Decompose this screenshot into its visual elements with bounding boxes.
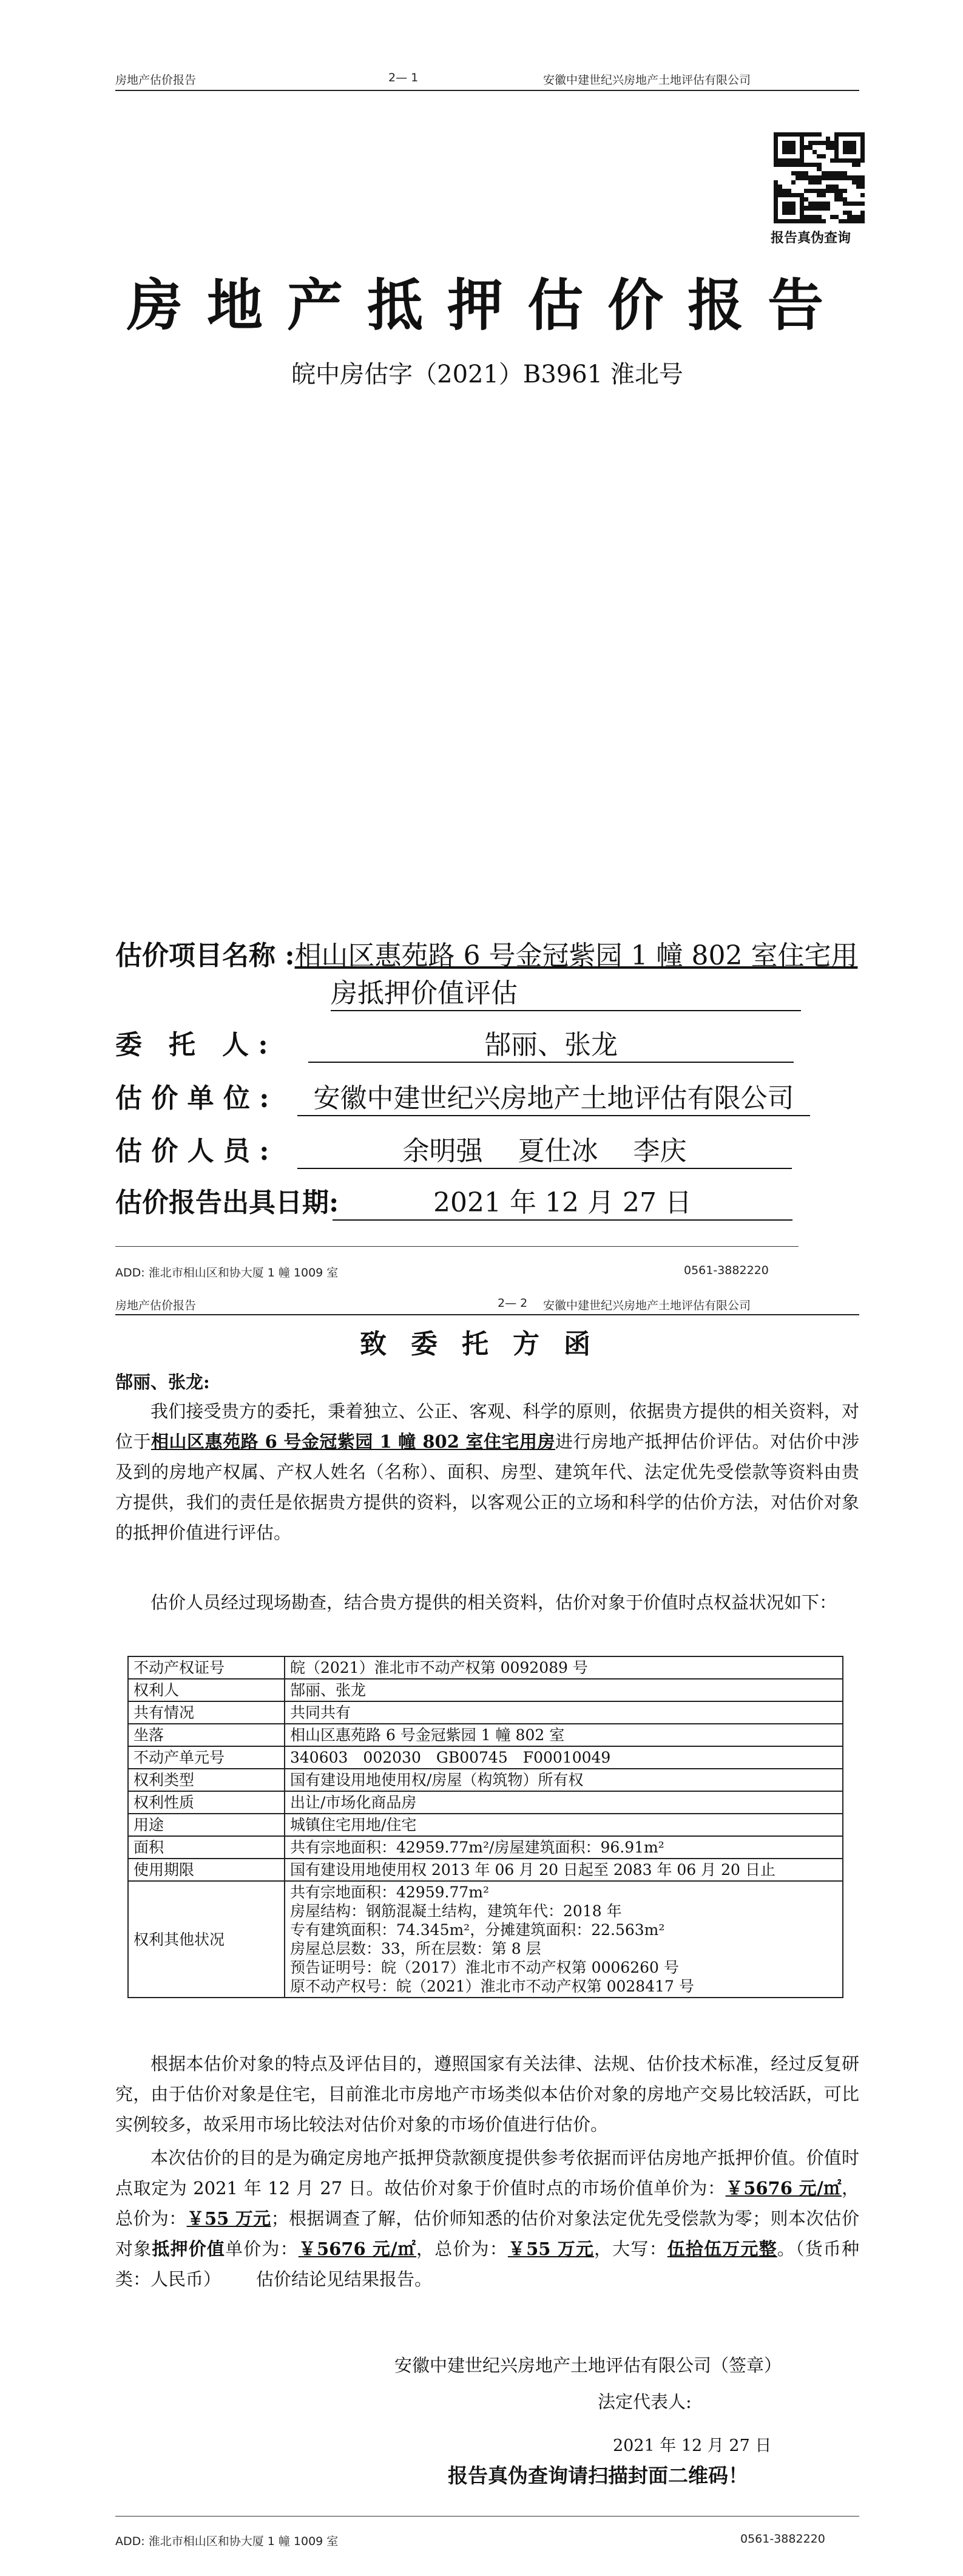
- report-date-value: 2021 年 12 月 27 日: [333, 1181, 792, 1221]
- project-name-value-1: 相山区惠苑路 6 号金冠紫园 1 幢 802 室住宅用: [294, 940, 858, 971]
- p1-text-c: 进行房地产抵押估价评估。对估价中涉及到的房地产权属、产权人姓名（名称）、面积、房型、建筑年代、法定优先受偿款等资料由贵方提供，我们的责任是依据贵方提供的资料，以客观公正的立场和科学的估价方法，对估价对象的抵押价值进行评估。: [115, 1431, 859, 1543]
- table-value-line: 皖（2021）淮北市不动产权第 0092089 号: [290, 1659, 588, 1676]
- appraiser-org-field: [115, 1076, 810, 1116]
- table-row-value: [285, 1769, 843, 1791]
- report-date-label: 估价报告出具日期:: [115, 1187, 339, 1218]
- header-page-number: 2— 1: [388, 71, 419, 84]
- table-row-value: [285, 1836, 843, 1859]
- p1-text-a: 我们接受贵方的委托，秉着独立、公正、客观、科学的原则，依据贵方提供的相关资料，对位于: [115, 1401, 859, 1452]
- table-row-key: 用途: [128, 1814, 285, 1836]
- letter-paragraph-4: [115, 2143, 859, 2294]
- table-value-line: 房屋总层数：33，所在层数：第 8 层: [290, 1940, 541, 1957]
- table-value-line: 共有宗地面积：42959.77m²: [290, 1883, 490, 1901]
- table-row-value: [285, 1701, 843, 1724]
- p4-mortgage-unit-price: ￥5676 元/㎡: [298, 2239, 417, 2259]
- project-name-line2: [331, 971, 801, 1011]
- header-company-p2: 安徽中建世纪兴房地产土地评估有限公司: [543, 1299, 751, 1312]
- p4-text-f: ，大写：: [594, 2239, 667, 2259]
- sign-company: 安徽中建世纪兴房地产土地评估有限公司（签章）: [394, 2355, 782, 2376]
- letter-salutation: 郜丽、张龙:: [115, 1372, 210, 1392]
- table-value-line: 国有建设用地使用权 2013 年 06 月 20 日起至 2083 年 06 月 20 日止: [290, 1861, 775, 1879]
- table-row-key: 坐落: [128, 1724, 285, 1746]
- table-row-value: [285, 1881, 843, 1998]
- sign-legal-rep: 法定代表人:: [598, 2391, 692, 2412]
- table-row: [128, 1881, 843, 1998]
- table-value-line: 郜丽、张龙: [290, 1681, 367, 1699]
- qr-caption: 报告真伪查询: [771, 230, 851, 246]
- header-company: 安徽中建世纪兴房地产土地评估有限公司: [543, 73, 751, 87]
- p4-text-h: 估价结论见结果报告。: [256, 2269, 433, 2290]
- p4-text-c: ；根据调查了解，估价师知悉的估价对象法定优先受偿款为零；则本次估价对象: [115, 2208, 859, 2259]
- table-value-line: 国有建设用地使用权/房屋（构筑物）所有权: [290, 1771, 584, 1789]
- table-row-value: [285, 1656, 843, 1679]
- appraiser-org-value: 安徽中建世纪兴房地产土地评估有限公司: [297, 1076, 810, 1116]
- table-row-value: [285, 1724, 843, 1746]
- qr-code-icon[interactable]: [774, 132, 865, 223]
- letter-title: 致委托方函: [360, 1329, 615, 1360]
- footer-address: ADD: 淮北市相山区和协大厦 1 幢 1009 室: [115, 1266, 339, 1280]
- table-row: [128, 1656, 843, 1679]
- letter-paragraph-3: [115, 2049, 859, 2140]
- table-row-value: [285, 1791, 843, 1814]
- table-row: [128, 1814, 843, 1836]
- p1-property-address: 相山区惠苑路 6 号金冠紫园 1 幢 802 室住宅用房: [151, 1431, 555, 1452]
- p4-mortgage-total: ￥55 万元: [507, 2239, 595, 2259]
- project-name-label: 估价项目名称 :: [115, 940, 295, 971]
- project-name-value-2: 房抵押价值评估: [331, 971, 801, 1011]
- table-row-value: [285, 1814, 843, 1836]
- table-row-key: 权利性质: [128, 1791, 285, 1814]
- client-field: [115, 1023, 794, 1063]
- p4-mortgage-label: 抵押价值: [152, 2239, 226, 2259]
- table-row: [128, 1724, 843, 1746]
- table-row-key: 面积: [128, 1836, 285, 1859]
- table-row-key: 权利其他状况: [128, 1881, 285, 1998]
- report-date-field: [115, 1181, 792, 1221]
- table-row-key: 使用期限: [128, 1859, 285, 1881]
- client-value: 郜丽、张龙: [308, 1023, 794, 1063]
- p4-text-a: 本次估价的目的是为确定房地产抵押贷款额度提供参考依据而评估房地产抵押价值。价值时点取定为 2021 年 12 月 27 日。故估价对象于价值时点的市场价值单价为：: [115, 2147, 859, 2198]
- footer-phone: 0561-3882220: [684, 1264, 769, 1277]
- footer-phone-p2: 0561-3882220: [740, 2532, 825, 2546]
- table-value-line: 原不动产权号：皖（2021）淮北市不动产权第 0028417 号: [290, 1978, 694, 1995]
- appraisers-label: 估 价 人 员 :: [115, 1136, 269, 1167]
- table-row-key: 不动产权证号: [128, 1656, 285, 1679]
- table-row: [128, 1859, 843, 1881]
- header-rule: [115, 90, 859, 91]
- table-row-value: [285, 1679, 843, 1701]
- table-row-key: 权利人: [128, 1679, 285, 1701]
- p2-text: 估价人员经过现场勘查，结合贵方提供的相关资料，估价对象于价值时点权益状况如下：: [150, 1592, 837, 1613]
- footer-address-p2: ADD: 淮北市相山区和协大厦 1 幢 1009 室: [115, 2535, 339, 2548]
- report-title: 房地产抵押估价报告: [126, 273, 848, 338]
- table-value-line: 房屋结构：钢筋混凝土结构，建筑年代：2018 年: [290, 1902, 622, 1920]
- p4-text-d: 单价为：: [225, 2239, 299, 2259]
- footer-rule-p2: [115, 2516, 859, 2517]
- p4-total-price: ￥55 万元: [186, 2208, 271, 2229]
- table-row: [128, 1701, 843, 1724]
- table-value-line: 预告证明号：皖（2017）淮北市不动产权第 0006260 号: [290, 1959, 679, 1976]
- p3-text: 根据本估价对象的特点及评估目的，遵照国家有关法律、法规、估价技术标准，经过反复研究，由于估价对象是住宅，目前淮北市房地产市场类似本估价对象的房地产交易比较活跃，可比实例较多，故采用市场比较法对估价对象的市场价值进行估价。: [115, 2053, 859, 2135]
- table-value-line: 专有建筑面积：74.345m²，分摊建筑面积：22.563m²: [290, 1921, 665, 1939]
- letter-paragraph-2: [115, 1587, 859, 1618]
- p4-amount-uppercase: 伍拾伍万元整: [667, 2239, 777, 2259]
- sign-date: 2021 年 12 月 27 日: [613, 2436, 772, 2455]
- appraisers-field: [115, 1129, 792, 1169]
- appraisers-value: 余明强 夏仕冰 李庆: [297, 1129, 792, 1169]
- letter-paragraph-1: [115, 1396, 859, 1548]
- table-value-line: 共同共有: [290, 1704, 351, 1721]
- table-row-key: 权利类型: [128, 1769, 285, 1791]
- table-row: [128, 1791, 843, 1814]
- table-row-key: 共有情况: [128, 1701, 285, 1724]
- table-value-line: 340603 002030 GB00745 F00010049: [290, 1749, 611, 1766]
- table-row-value: [285, 1859, 843, 1881]
- report-doc-number: 皖中房估字（2021）B3961 淮北号: [291, 361, 683, 388]
- table-row-key: 不动产单元号: [128, 1746, 285, 1769]
- table-value-line: 共有宗地面积：42959.77m²/房屋建筑面积：96.91m²: [290, 1839, 664, 1856]
- rights-table: [127, 1656, 843, 1998]
- appraiser-org-label: 估 价 单 位 :: [115, 1083, 269, 1114]
- header-page-number-p2: 2— 2: [498, 1296, 528, 1310]
- header-rule-p2: [115, 1314, 859, 1315]
- footer-rule: [115, 1246, 799, 1247]
- table-value-line: 相山区惠苑路 6 号金冠紫园 1 幢 802 室: [290, 1726, 565, 1744]
- header-doc-type-p2: 房地产估价报告: [115, 1299, 197, 1312]
- table-row-value: [285, 1746, 843, 1769]
- table-row: [128, 1769, 843, 1791]
- table-value-line: 城镇住宅用地/住宅: [290, 1816, 417, 1834]
- p4-text-b: ，总价为：: [115, 2178, 859, 2229]
- table-value-line: 出让/市场化商品房: [290, 1794, 417, 1811]
- table-row: [128, 1836, 843, 1859]
- p4-text-e: ，总价为：: [416, 2239, 508, 2259]
- p4-text-g: 。（货币种类：人民币）: [115, 2239, 859, 2290]
- table-row: [128, 1679, 843, 1701]
- table-row: [128, 1746, 843, 1769]
- client-label: 委 托 人 :: [115, 1029, 268, 1060]
- project-name-field: [115, 934, 857, 972]
- header-doc-type: 房地产估价报告: [115, 73, 197, 87]
- p4-unit-price: ￥5676 元/㎡: [725, 2178, 842, 2198]
- verify-notice: 报告真伪查询请扫描封面二维码！: [448, 2464, 748, 2487]
